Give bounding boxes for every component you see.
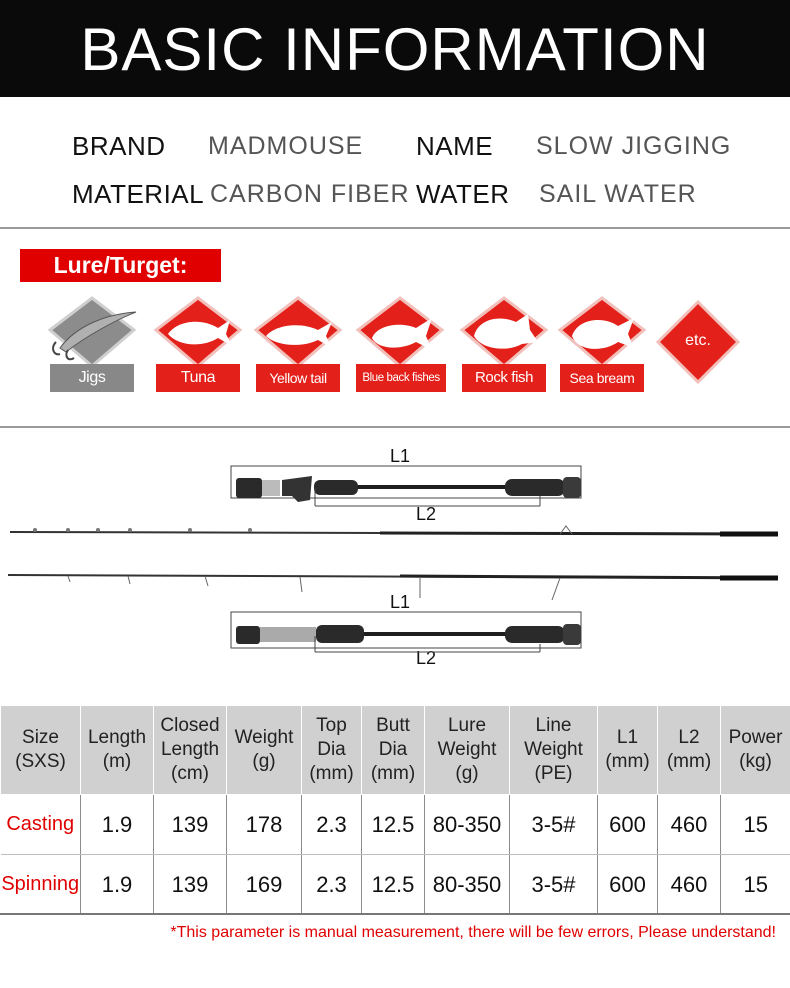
lure-item-rockfish	[458, 296, 550, 396]
header-line-weight: Line Weight (PE)	[510, 706, 598, 795]
lure-label: Sea bream	[560, 364, 644, 392]
lure-target-heading: Lure/Turget:	[53, 252, 188, 278]
cell-butt-dia: 12.5	[362, 795, 425, 855]
cell-power: 15	[721, 795, 790, 855]
cell-closed-length: 139	[154, 795, 227, 855]
header-top-dia: Top Dia (mm)	[302, 706, 362, 795]
cell-power: 15	[743, 871, 768, 897]
cell-line-weight: 3-5#	[510, 855, 598, 915]
spinning-l2-label: L2	[416, 648, 437, 668]
lure-label: Jigs	[50, 364, 134, 392]
header-length: Length (m)	[81, 706, 154, 795]
cell-top-dia: 2.3	[302, 855, 362, 915]
cell-length: 1.9	[81, 795, 154, 855]
header-lure-weight: Lure Weight (g)	[425, 706, 510, 795]
cell-l2: 460	[658, 795, 721, 855]
sea-bream-icon	[556, 296, 648, 368]
table-row	[1, 795, 790, 855]
etc-label: etc.	[685, 332, 711, 349]
cell-length: 1.9	[81, 855, 154, 915]
divider	[0, 426, 790, 428]
header-weight: Weight (g)	[227, 706, 302, 795]
lure-label: Blue back fishes	[356, 364, 446, 392]
casting-l2-label: L2	[416, 504, 437, 524]
header-closed-length: Closed Length (cm)	[154, 706, 227, 795]
header-l2: L2 (mm)	[658, 706, 721, 795]
name-label: NAME	[416, 131, 494, 161]
header-l1: L1 (mm)	[598, 706, 658, 795]
name-value: SLOW JIGGING	[536, 132, 732, 160]
cell-closed-length: 139	[154, 855, 227, 915]
material-value: CARBON FIBER	[210, 180, 410, 208]
table-header-row	[1, 706, 790, 795]
divider	[0, 227, 790, 229]
water-label: WATER	[416, 179, 510, 209]
jig-lure-icon	[46, 296, 138, 368]
blue-back-fish-icon	[354, 296, 446, 368]
spec-table	[0, 705, 790, 914]
cell-weight: 169	[227, 855, 302, 915]
material-label: MATERIAL	[72, 179, 205, 209]
lure-item-jigs	[46, 296, 138, 396]
lure-label: Yellow tail	[256, 364, 340, 392]
lure-item-etc	[656, 300, 740, 384]
water-value: SAIL WATER	[539, 180, 697, 208]
cell-line-weight: 3-5#	[510, 795, 598, 855]
lure-label: Rock fish	[462, 364, 546, 392]
casting-l1-label: L1	[390, 446, 411, 466]
cell-l1: 600	[598, 855, 658, 915]
cell-l2: 460	[658, 855, 721, 915]
spinning-handle-image	[231, 612, 581, 652]
lure-label: Tuna	[156, 364, 240, 392]
yellowtail-icon	[252, 296, 344, 368]
rockfish-icon	[458, 296, 550, 368]
cell-l1: 600	[598, 795, 658, 855]
lure-item-sea-bream	[556, 296, 648, 396]
casting-rod-blank	[10, 526, 778, 534]
cell-lure-weight: 80-350	[425, 855, 510, 915]
page-title: BASIC INFORMATION	[80, 16, 710, 83]
table-row	[1, 855, 790, 915]
spinning-l1-label: L1	[390, 592, 411, 612]
tuna-icon	[152, 296, 244, 368]
cell-butt-dia: 12.5	[362, 855, 425, 915]
table-bottom-rule	[0, 913, 790, 915]
casting-handle-image	[231, 466, 581, 506]
header-power: Power (kg)	[721, 706, 790, 795]
brand-value: MADMOUSE	[208, 132, 364, 160]
row-name-spinning: Spinning	[1, 855, 81, 915]
header-size: Size (SXS)	[1, 706, 81, 795]
lure-item-yellowtail	[252, 296, 344, 396]
row-name-casting: Casting	[1, 795, 81, 855]
cell-top-dia: 2.3	[302, 795, 362, 855]
footnote: *This parameter is manual measurement, there will be few errors, Please understand!	[170, 924, 776, 941]
spinning-rod-blank	[8, 575, 778, 600]
lure-item-blue-back-fishes	[354, 296, 446, 396]
rod-diagram	[0, 430, 790, 680]
header-butt-dia: Butt Dia (mm)	[362, 706, 425, 795]
lure-item-tuna	[152, 296, 244, 396]
cell-lure-weight: 80-350	[425, 795, 510, 855]
brand-label: BRAND	[72, 131, 166, 161]
cell-weight: 178	[227, 795, 302, 855]
